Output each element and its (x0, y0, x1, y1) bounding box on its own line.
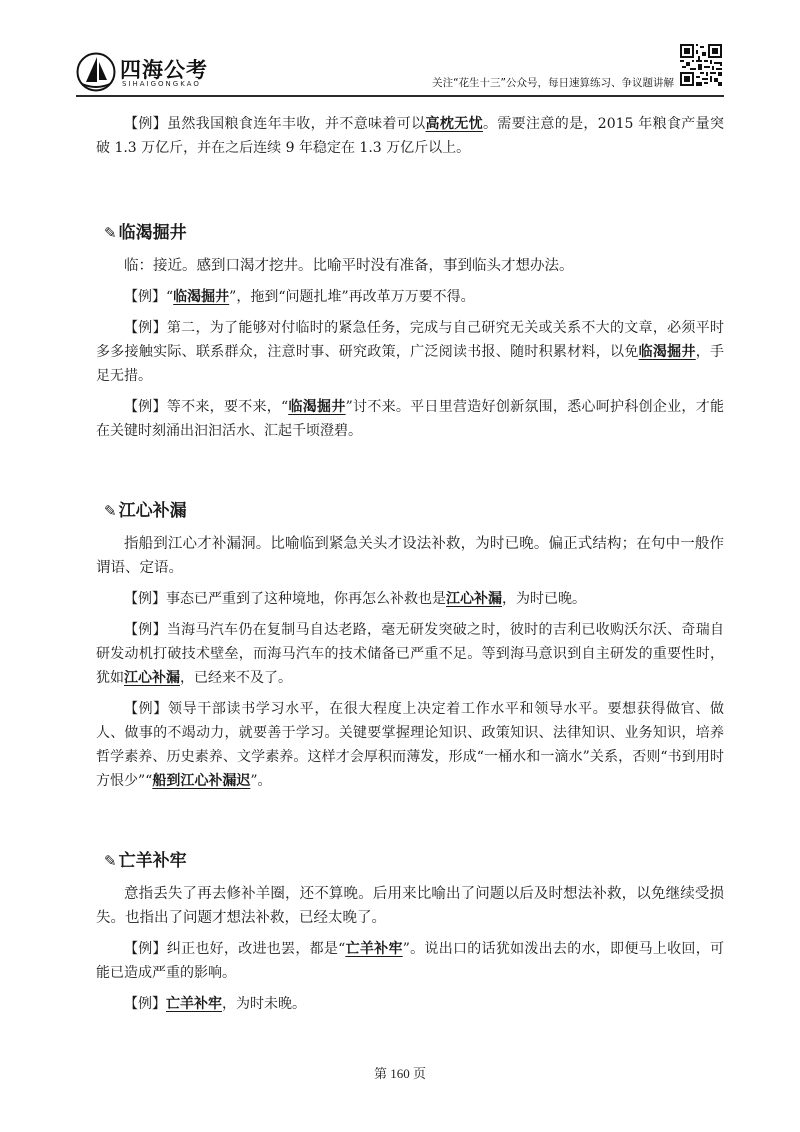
example-text: ，为时已晚。 (502, 591, 586, 607)
idiom-highlight: 临渴掘井 (288, 399, 346, 415)
idiom-heading-jiangxin-bulou (104, 499, 724, 523)
idiom-definition: 意指丢失了再去修补羊圈，还不算晚。后用来比喻出了问题以后及时想法补救，以免继续受损失。也指出了问题才想法补救，已经太晚了。 (96, 886, 724, 926)
example-text: ”讨不来。平日里营造好创新氛围，悉心呵护科创企业，才能在关键时刻涌出汩汩活水、汇起千顷澄碧。 (96, 399, 724, 439)
logo-title: 四海公考 (120, 58, 208, 82)
example-text: 。需要注意的是，2015 年粮食产量突破 1.3 万亿斤，并在之后连续 9 年稳定在 1.3 万亿斤以上。 (96, 116, 725, 156)
pencil-icon: ✎ (104, 224, 117, 242)
pencil-icon: ✎ (104, 852, 117, 870)
heading-label: 江心补漏 (118, 501, 187, 521)
idiom-definition: 指船到江心才补漏洞。比喻临到紧急关头才设法补救，为时已晚。偏正式结构；在句中一般作谓语、定语。 (96, 536, 724, 576)
example-text: ”。说出口的话犹如泼出去的水，即便马上收回，可能已造成严重的影响。 (96, 941, 724, 981)
idiom-highlight: 临渴掘井 (638, 344, 696, 360)
heading-label: 临渴掘井 (118, 223, 187, 243)
example-text: 【例】“ (124, 289, 174, 305)
example-text: ，手足无措。 (96, 344, 725, 384)
idiom-heading-linke-juejing (104, 221, 724, 245)
example-text: 【例】当海马汽车仍在复制马自达老路，毫无研发突破之时，彼时的吉利已收购沃尔沃、奇瑞自研发动机打破技术壁垒，而海马汽车的技术储备已严重不足。等到海马意识到自主研发的重要性时，犹如 (96, 622, 724, 686)
sailboat-logo-icon (76, 52, 116, 92)
idiom-highlight: 江心补漏 (124, 670, 180, 686)
example-text: 【例】事态已严重到了这种境地，你再怎么补救也是 (124, 591, 446, 607)
example-text: 【例】纠正也好，改进也罢，都是“ (124, 941, 346, 957)
brand-logo (76, 52, 226, 92)
example-text: 【例】第二，为了能够对付临时的紧急任务，完成与自己研究无关或关系不大的文章，必须平时多多接触实际、联系群众，注意时事、研究政策，广泛阅读书报、随时积累材料，以免 (96, 320, 724, 360)
example-sentence (96, 618, 724, 690)
page-number: 第 160 页 (373, 1066, 426, 1081)
page-content (96, 112, 724, 1016)
example-sentence (96, 285, 724, 309)
example-sentence (96, 992, 724, 1016)
example-text: 【例】虽然我国粮食连年丰收，并不意味着可以 (124, 116, 426, 132)
example-text: ，为时未晚。 (222, 996, 306, 1012)
example-text: 【例】 (124, 996, 166, 1012)
example-sentence (96, 316, 724, 388)
example-text: ”，拖到“问题扎堆”再改革万万要不得。 (229, 289, 475, 305)
example-sentence (96, 937, 724, 985)
example-text: 【例】领导干部读书学习水平，在很大程度上决定着工作水平和领导水平。要想获得做官、做人、做事的不竭动力，就要善于学习。关键要掌握理论知识、政策知识、法律知识、业务知识，培养哲学素养、历史素养、文学素养。这样才会厚积而薄发，形成“一桶水和一滴水”关系，否则“书到用时方恨少”“ (96, 701, 724, 789)
logo-subtitle: SIHAIGONGKAO (122, 80, 201, 88)
example-sentence (96, 697, 724, 793)
header-divider (76, 95, 724, 97)
idiom-highlight: 船到江心补漏迟 (152, 773, 251, 789)
example-text: ，已经来不及了。 (180, 670, 292, 686)
example-text: ”。 (250, 773, 272, 789)
pencil-icon: ✎ (104, 502, 117, 520)
example-text: 【例】等不来，要不来，“ (124, 399, 289, 415)
idiom-heading-wangyang-bulao (104, 849, 724, 873)
idiom-highlight: 临渴掘井 (173, 289, 230, 305)
example-sentence (96, 395, 724, 443)
page-header (0, 0, 800, 100)
idiom-definition: 临：接近。感到口渴才挖井。比喻平时没有准备，事到临头才想办法。 (124, 258, 574, 274)
idiom-highlight: 高枕无忧 (425, 116, 483, 132)
idiom-highlight: 亡羊补牢 (166, 996, 222, 1012)
header-slogan: 关注“花生十三”公众号，每日速算练习、争议题讲解 (432, 77, 674, 89)
qr-code-icon[interactable] (680, 44, 722, 86)
idiom-highlight: 亡羊补牢 (345, 941, 403, 957)
example-gaozhen-wuyou (96, 112, 724, 160)
idiom-highlight: 江心补漏 (446, 591, 502, 607)
heading-label: 亡羊补牢 (118, 851, 187, 871)
example-sentence (96, 587, 724, 611)
